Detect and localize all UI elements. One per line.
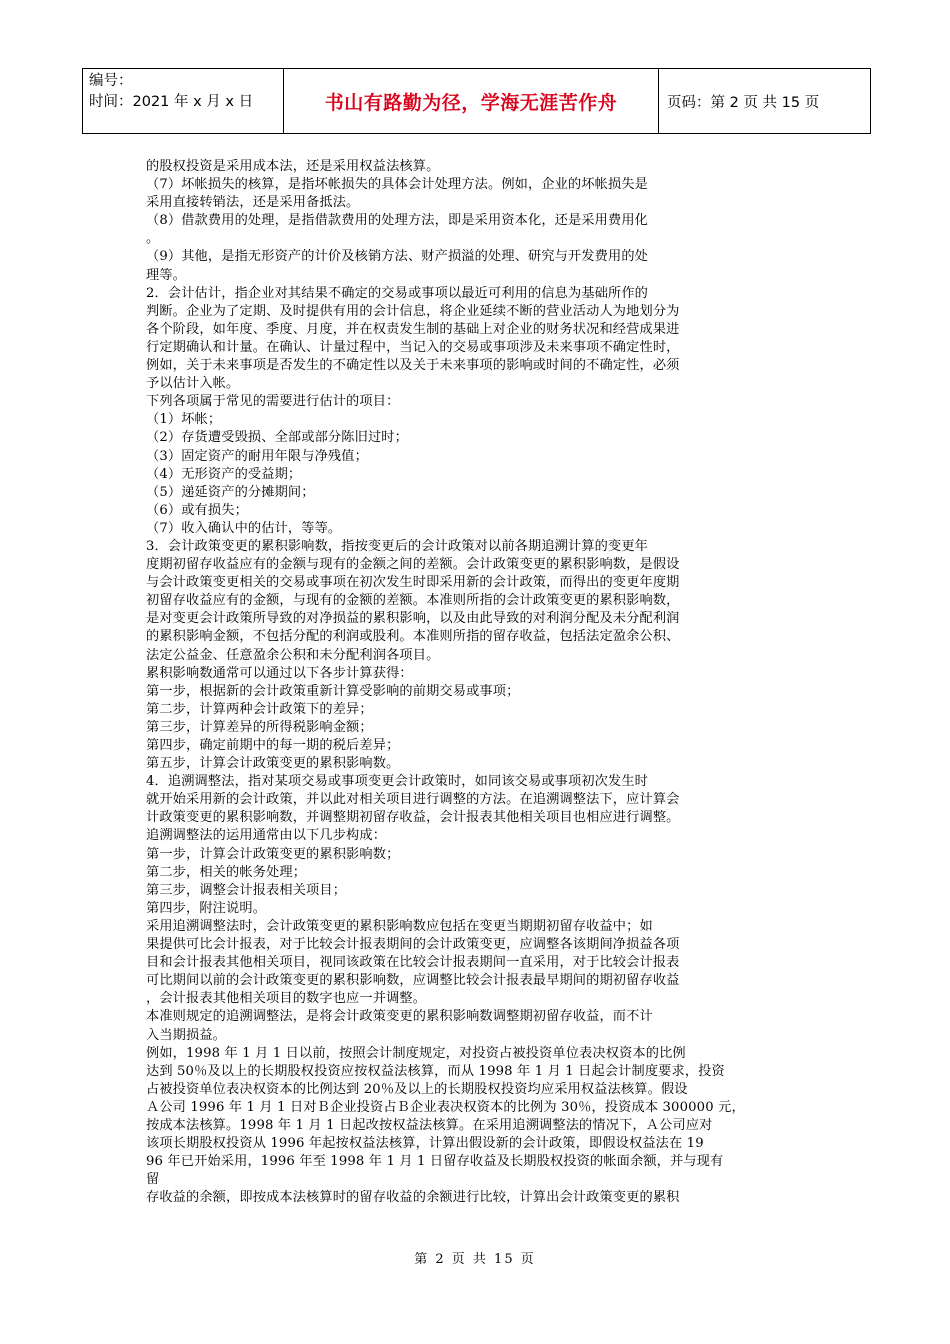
document-header (82, 68, 871, 134)
header-motto: 书山有路勤为径，学海无涯苦作舟 (284, 69, 659, 133)
body-line: 96 年已开始采用，1996 年至 1998 年 1 月 1 日留存收益及长期股权投资的帐面余额，并与现有 (146, 1154, 724, 1170)
body-line: ，会计报表其他相关项目的数字也应一并调整。 (146, 991, 427, 1007)
body-line: 该项长期股权投资从 1996 年起按权益法核算，计算出假设新的会计政策，即假设权益法在 19 (146, 1136, 704, 1152)
body-line: 第二步，相关的帐务处理； (146, 864, 307, 880)
body-line: 下列各项属于常见的需要进行估计的项目： (146, 394, 400, 410)
body-line: 累积影响数通常可以通过以下各步计算获得： (146, 665, 413, 681)
document-date: 时间：2021 年 x 月 x 日 (89, 94, 254, 110)
body-line: 的累积影响金额，不包括分配的利润或股利。本准则所指的留存收益，包括法定盈余公积、 (146, 629, 680, 645)
body-line: 例如，关于未来事项是否发生的不确定性以及关于未来事项的影响或时间的不确定性，必须 (146, 358, 680, 374)
body-line: 行定期确认和计量。在确认、计量过程中，当记入的交易或事项涉及未来事项不确定性时， (146, 339, 680, 355)
body-line: （1）坏帐； (146, 412, 222, 428)
header-page-info: 页码：第 2 页 共 15 页 (667, 94, 820, 111)
body-line: 采用追溯调整法时，会计政策变更的累积影响数应包括在变更当期期初留存收益中；如 (146, 918, 653, 934)
page-footer: 第 2 页 共 15 页 (414, 1252, 536, 1267)
body-line: 与会计政策变更相关的交易或事项在初次发生时即采用新的会计政策，而得出的变更年度期 (146, 575, 680, 591)
body-line: 本准则规定的追溯调整法，是将会计政策变更的累积影响数调整期初留存收益，而不计 (146, 1009, 653, 1025)
body-line: 第一步，根据新的会计政策重新计算受影响的前期交易或事项； (146, 683, 520, 699)
body-line: 可比期间以前的会计政策变更的累积影响数，应调整比较会计报表最早期间的期初留存收益 (146, 973, 680, 989)
body-line: 予以估计入帐。 (146, 376, 240, 392)
body-line: （6）或有损失； (146, 502, 248, 518)
document-number-label: 编号： (89, 73, 133, 89)
body-line: （2）存货遭受毁损、全部或部分陈旧过时； (146, 430, 408, 446)
body-line: 初留存收益应有的金额，与现有的金额的差额。本准则所指的会计政策变更的累积影响数， (146, 593, 680, 609)
body-line: 第二步，计算两种会计政策下的差异； (146, 701, 373, 717)
body-line: 判断。企业为了定期、及时提供有用的会计信息，将企业延续不断的营业活动人为地划分为 (146, 303, 680, 319)
body-line: Ａ公司 1996 年 1 月 1 日对Ｂ企业投资占Ｂ企业表决权资本的比例为 30％，投资成本 300000 元， (146, 1099, 745, 1115)
body-line: 采用直接转销法，还是采用备抵法。 (146, 195, 360, 211)
body-line: 是对变更会计政策所导致的对净损益的累积影响，以及由此导致的对利润分配及未分配利润 (146, 611, 680, 627)
body-line: 2．会计估计，指企业对其结果不确定的交易或事项以最近可利用的信息为基础所作的 (146, 285, 649, 301)
body-line: 第四步，附注说明。 (146, 900, 267, 916)
document-body (146, 158, 806, 1207)
body-line: 第三步，计算差异的所得税影响金额； (146, 719, 373, 735)
body-line: 第四步，确定前期中的每一期的税后差异； (146, 738, 400, 753)
body-line: 。 (146, 231, 160, 247)
body-line: （9）其他，是指无形资产的计价及核销方法、财产损溢的处理、研究与开发费用的处 (146, 249, 649, 265)
body-line: 理等。 (146, 267, 187, 283)
body-line: 按成本法核算。1998 年 1 月 1 日起改按权益法核算。在采用追溯调整法的情况下，Ａ公司应对 (146, 1117, 713, 1133)
body-line: （8）借款费用的处理，是指借款费用的处理方法，即是采用资本化，还是采用费用化 (146, 213, 649, 229)
body-line: 第三步，调整会计报表相关项目； (146, 882, 347, 898)
body-line: 第五步，计算会计政策变更的累积影响数。 (146, 756, 400, 772)
body-line: 4．追溯调整法，指对某项交易或事项变更会计政策时，如同该交易或事项初次发生时 (146, 774, 649, 790)
body-line: 入当期损益。 (146, 1027, 227, 1043)
body-line: 计政策变更的累积影响数，并调整期初留存收益，会计报表其他相关项目也相应进行调整。 (146, 810, 680, 826)
body-line: 各个阶段，如年度、季度、月度，并在权责发生制的基础上对企业的财务状况和经营成果进 (146, 321, 680, 337)
body-line: 留 (146, 1172, 160, 1188)
body-line: （3）固定资产的耐用年限与净残值； (146, 448, 368, 464)
body-line: 达到 50％及以上的长期股权投资应按权益法核算，而从 1998 年 1 月 1 日起会计制度要求，投资 (146, 1063, 725, 1079)
body-line: 3．会计政策变更的累积影响数，指按变更后的会计政策对以前各期追溯计算的变更年 (146, 538, 649, 554)
body-line: 目和会计报表其他相关项目，视同该政策在比较会计报表期间一直采用，对于比较会计报表 (146, 955, 680, 971)
body-line: 追溯调整法的运用通常由以下几步构成： (146, 828, 387, 844)
body-line: 度期初留存收益应有的金额与现有的金额之间的差额。会计政策变更的累积影响数，是假设 (146, 557, 680, 573)
body-line: （4）无形资产的受益期； (146, 466, 302, 482)
header-meta-cell (83, 69, 284, 133)
body-line: 存收益的余额，即按成本法核算时的留存收益的余额进行比较，计算出会计政策变更的累积 (146, 1190, 680, 1206)
body-line: （7）收入确认中的估计，等等。 (146, 520, 342, 536)
body-line: （5）递延资产的分摊期间； (146, 484, 315, 500)
body-line: 例如，1998 年 1 月 1 日以前，按照会计制度规定，对投资占被投资单位表决权资本的比例 (146, 1045, 686, 1061)
body-line: 第一步，计算会计政策变更的累积影响数； (146, 846, 400, 862)
body-line: （7）坏帐损失的核算，是指坏帐损失的具体会计处理方法。例如，企业的坏帐损失是 (146, 177, 649, 193)
body-line: 就开始采用新的会计政策，并以此对相关项目进行调整的方法。在追溯调整法下，应计算会 (146, 792, 680, 808)
body-line: 果提供可比会计报表，对于比较会计报表期间的会计政策变更，应调整各该期间净损益各项 (146, 937, 680, 953)
body-line: 占被投资单位表决权资本的比例达到 20％及以上的长期股权投资均应采用权益法核算。假设 (146, 1081, 688, 1097)
body-line: 法定公益金、任意盈余公积和未分配利润各项目。 (146, 647, 440, 663)
body-line: 的股权投资是采用成本法，还是采用权益法核算。 (146, 159, 440, 174)
